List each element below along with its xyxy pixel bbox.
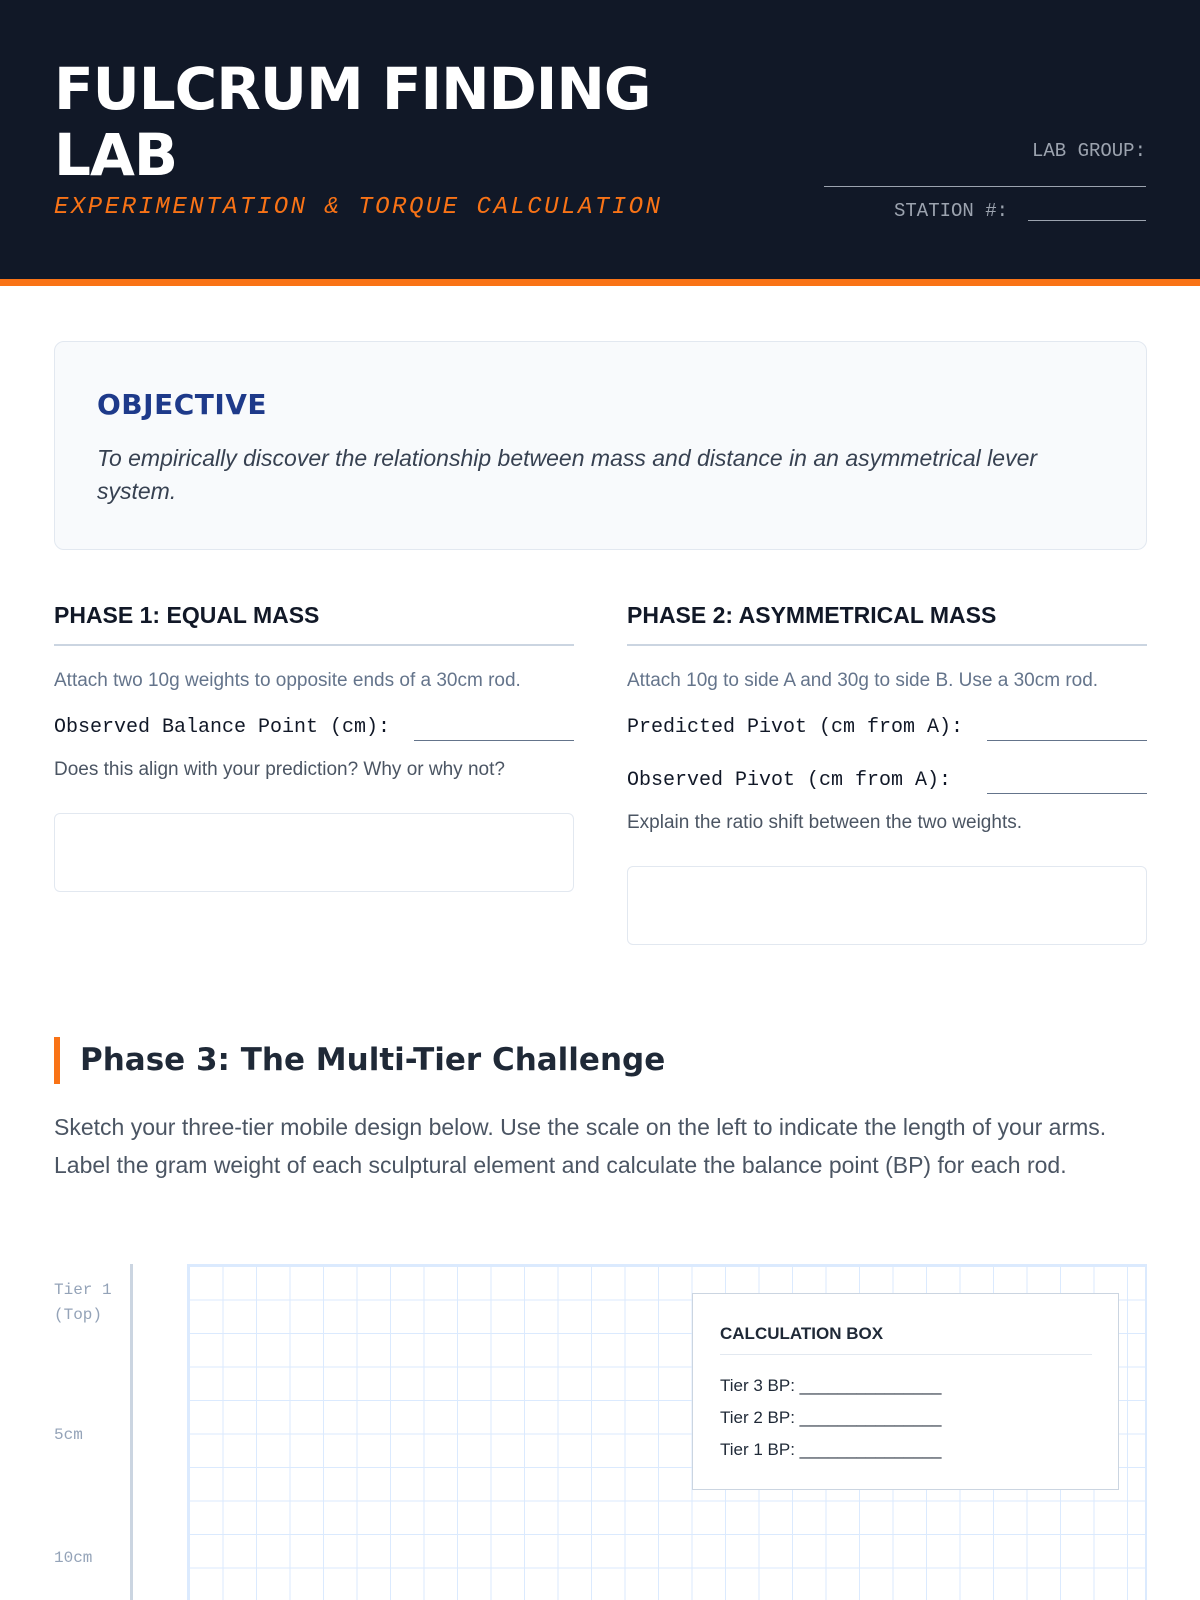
scale-tier-1-sublabel: (Top) (54, 1306, 103, 1324)
phase-1-description: Attach two 10g weights to opposite ends of a 30cm rod. (54, 670, 521, 691)
scale-bar (130, 1264, 133, 1600)
phase-2-answer-box[interactable] (627, 866, 1147, 945)
observed-pivot-label: Observed Pivot (cm from A): (627, 769, 952, 792)
tier-3-bp-line[interactable]: Tier 3 BP: _______________ (720, 1376, 942, 1395)
phase-1-answer-box[interactable] (54, 813, 574, 892)
scale-5cm-label: 5cm (54, 1426, 83, 1444)
balance-point-field (54, 704, 574, 757)
calculation-box (692, 1293, 1119, 1490)
worksheet-header (0, 0, 1200, 286)
phase-2-title: PHASE 2: ASYMMETRICAL MASS (627, 602, 1147, 646)
predicted-pivot-blank[interactable] (987, 740, 1147, 741)
observed-pivot-blank[interactable] (987, 793, 1147, 794)
objective-title: OBJECTIVE (97, 388, 268, 421)
lab-group-label: LAB GROUP: (1031, 140, 1146, 162)
phase-3-instructions: Sketch your three-tier mobile design below. Use the scale on the left to indicate the length of your arms. Label the gram weight of each sculptural element and calculate the balance point (BP) for each rod. (54, 1114, 1107, 1178)
lab-group-blank[interactable] (824, 186, 1146, 187)
balance-point-blank[interactable] (414, 740, 574, 741)
balance-point-label: Observed Balance Point (cm): (54, 716, 391, 739)
worksheet-subtitle: EXPERIMENTATION & TORQUE CALCULATION (54, 194, 663, 221)
objective-text: To empirically discover the relationship between mass and distance in an asymmetrical lever system. (97, 445, 1038, 504)
station-label: STATION #: (894, 200, 1009, 222)
observed-pivot-field (627, 757, 1147, 810)
phase-2-section (627, 602, 1147, 945)
phase-1-title: PHASE 1: EQUAL MASS (54, 602, 574, 646)
phase-3-title: Phase 3: The Multi-Tier Challenge (54, 1037, 665, 1084)
scale-tier-1-label: Tier 1 (54, 1281, 112, 1299)
scale-10cm-label: 10cm (54, 1549, 93, 1567)
calculation-box-title: CALCULATION BOX (720, 1324, 1092, 1355)
predicted-pivot-label: Predicted Pivot (cm from A): (627, 716, 964, 739)
worksheet-title: FULCRUM FINDING LAB (54, 55, 651, 189)
objective-card (54, 341, 1147, 550)
phase-2-description: Attach 10g to side A and 30g to side B. Use a 30cm rod. (627, 670, 1099, 691)
phase-2-question: Explain the ratio shift between the two weights. (627, 812, 1023, 833)
phase-1-section (54, 602, 574, 892)
phase-1-question: Does this align with your prediction? Why or why not? (54, 759, 505, 780)
predicted-pivot-field (627, 704, 1147, 757)
tier-1-bp-line[interactable]: Tier 1 BP: _______________ (720, 1440, 942, 1459)
station-blank[interactable] (1028, 220, 1146, 221)
tier-2-bp-line[interactable]: Tier 2 BP: _______________ (720, 1408, 942, 1427)
